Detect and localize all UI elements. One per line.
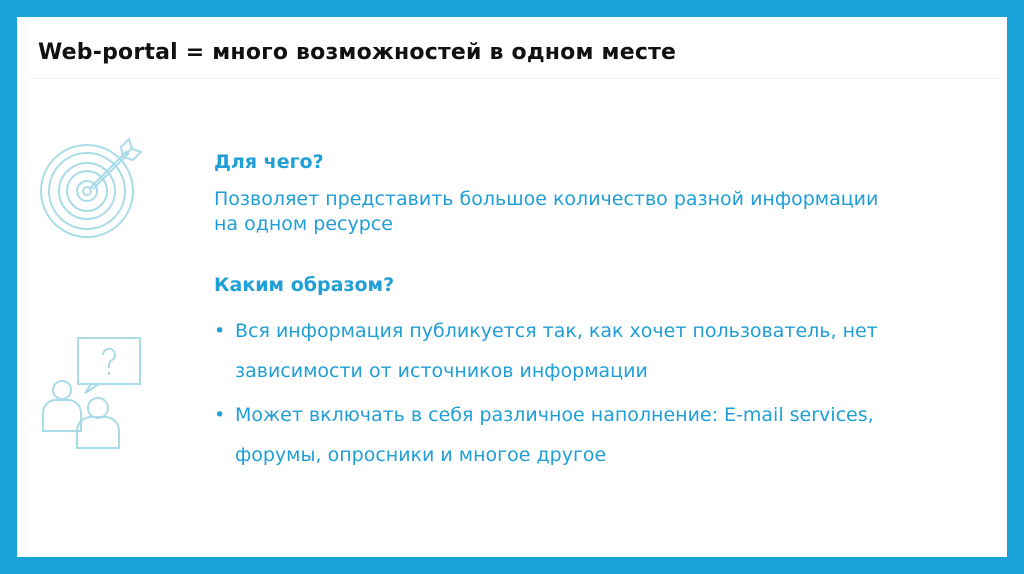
- bullet-text-line: Может включать в себя различное наполнение: E-mail services,: [235, 404, 874, 426]
- bullet-dot: •: [214, 320, 226, 342]
- slide-title: Web-portal = много возможностей в одном месте: [38, 40, 677, 65]
- bullet-item: [214, 395, 878, 475]
- title-divider: [31, 78, 999, 79]
- section-heading-why: Для чего?: [214, 151, 324, 173]
- bullet-text-line: Вся информация публикуется так, как хочет пользователь, нет: [235, 320, 878, 342]
- section-text-line: на одном ресурсе: [214, 213, 393, 235]
- slide: [17, 17, 1007, 557]
- section-text-line: Позволяет представить большое количество разной информации: [214, 188, 879, 210]
- bullet-dot: •: [214, 404, 226, 426]
- bullet-item: [214, 311, 878, 391]
- section-heading-how: Каким образом?: [214, 274, 395, 296]
- bullet-list: [214, 311, 878, 479]
- target-arrow-icon: [35, 133, 147, 245]
- bullet-text-line: зависимости от источников информации: [235, 360, 648, 382]
- section-text-why: [214, 187, 878, 237]
- bullet-text-line: форумы, опросники и многое другое: [235, 444, 607, 466]
- people-question-icon: [35, 333, 147, 451]
